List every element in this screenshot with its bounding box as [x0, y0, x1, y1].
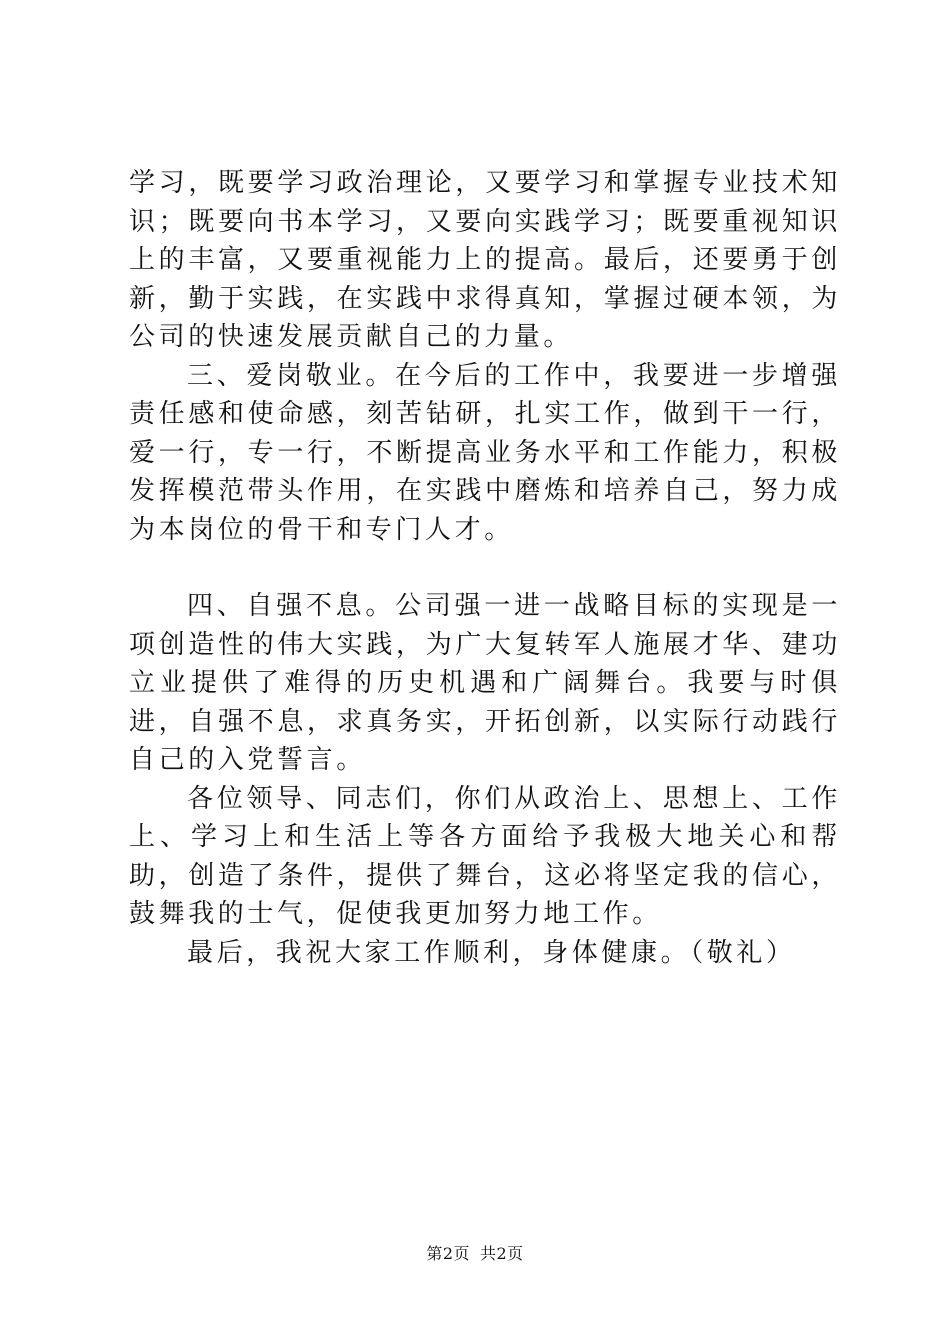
- paragraph-thanks-leaders: 各位领导、同志们，你们从政治上、思想上、工作上、学习上和生活上等各方面给予我极大地关心和帮助，创造了条件，提供了舞台，这必将坚定我的信心，鼓舞我的士气，促使我更加努力地工作。: [129, 783, 841, 929]
- page-number-current: 第2页: [426, 1244, 470, 1263]
- paragraph-spacer: [129, 549, 841, 587]
- document-body: [129, 164, 841, 972]
- paragraph-continuation: 学习，既要学习政治理论，又要学习和掌握专业技术知识；既要向书本学习，又要向实践学习；既要重视知识上的丰富，又要重视能力上的提高。最后，还要勇于创新，勤于实践，在实践中求得真知，掌握过硬本领，为公司的快速发展贡献自己的力量。: [129, 168, 841, 352]
- paragraph-self-improvement: 四、自强不息。公司强一进一战略目标的实现是一项创造性的伟大实践，为广大复转军人施展才华、建功立业提供了难得的历史机遇和广阔舞台。我要与时俱进，自强不息，求真务实，开拓创新，以实际行动践行自己的入党誓言。: [129, 591, 841, 775]
- page-footer: [0, 1243, 950, 1265]
- page-number-total: 共2页: [480, 1244, 524, 1263]
- paragraph-love-job: 三、爱岗敬业。在今后的工作中，我要进一步增强责任感和使命感，刻苦钻研，扎实工作，做到干一行，爱一行，专一行，不断提高业务水平和工作能力，积极发挥模范带头作用，在实践中磨炼和培养自己，努力成为本岗位的骨干和专门人才。: [129, 360, 841, 545]
- paragraph-closing: 最后，我祝大家工作顺利，身体健康。（敬礼）: [187, 937, 796, 968]
